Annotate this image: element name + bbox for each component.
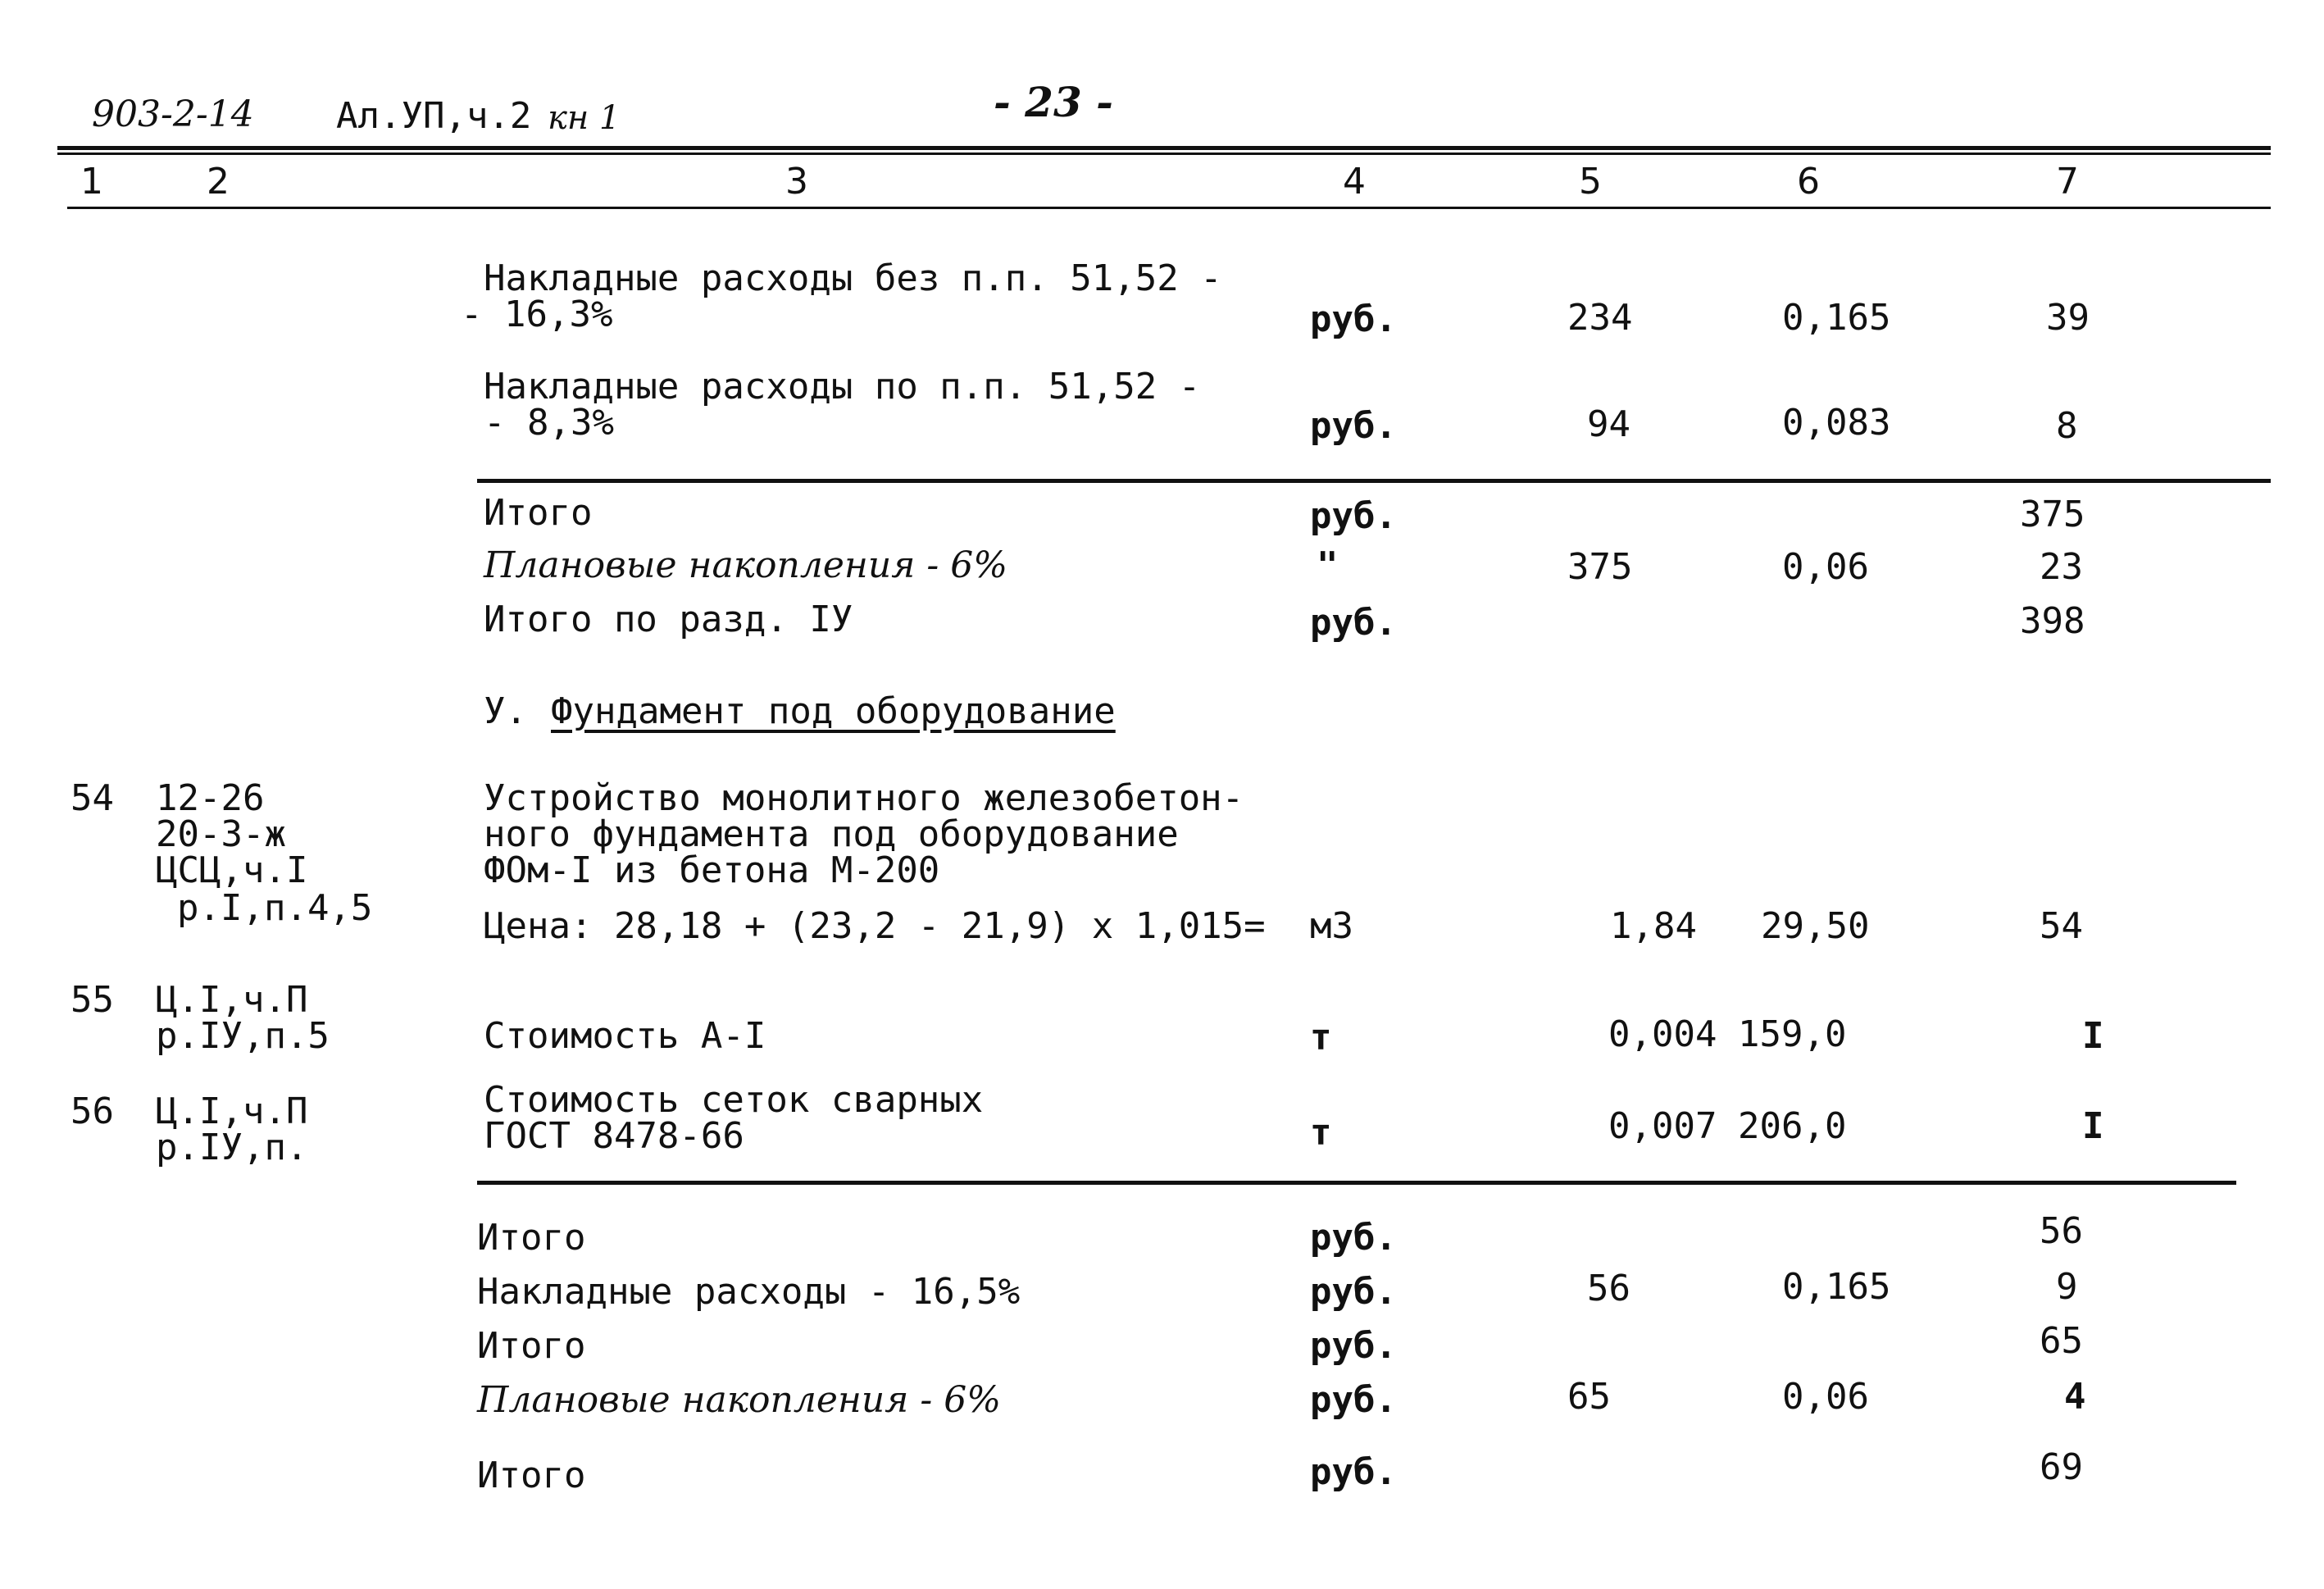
total-cell: 398 <box>2020 600 2085 642</box>
unit-cell: руб. <box>1310 1271 1397 1313</box>
column-number: 2 <box>207 161 230 203</box>
total-cell: 56 <box>2040 1210 2083 1252</box>
qty-cell: 1,84 <box>1610 905 1697 947</box>
item-description: ФОм-I из бетона М-200 <box>484 849 940 891</box>
unit-cell: руб. <box>1310 405 1397 447</box>
header-rule-bottom <box>67 207 2271 209</box>
column-number: 6 <box>1797 161 1820 203</box>
item-number: 55 <box>70 979 114 1021</box>
item-description: Устройство монолитного железобетон- <box>484 777 1244 819</box>
unit-cell: м3 <box>1310 905 1353 947</box>
item-description: Стоимость А-I <box>484 1015 766 1057</box>
item-reference: р.I,п.4,5 <box>177 887 373 929</box>
item-description: ного фундамента под оборудование <box>484 813 1179 855</box>
total-label: Итого <box>477 1325 586 1367</box>
qty-cell: 65 <box>1567 1376 1611 1418</box>
unit-cell: руб. <box>1310 1451 1397 1493</box>
column-number: 7 <box>2056 161 2079 203</box>
item-reference: 12-26 <box>156 777 265 819</box>
rate-cell: 0,165 <box>1782 1266 1891 1308</box>
rate-cell: 0,083 <box>1782 402 1891 444</box>
column-number: 1 <box>80 161 103 203</box>
total-cell: I <box>2082 1105 2104 1147</box>
total-cell: 4 <box>2064 1376 2086 1418</box>
item-reference: р.IУ,п.5 <box>156 1015 330 1057</box>
rate-cell: 0,06 <box>1782 546 1869 588</box>
qty-cell: 0,007 <box>1608 1105 1717 1147</box>
header-rule-top <box>57 146 2271 150</box>
qty-cell: 375 <box>1567 546 1633 588</box>
item-description: ГОСТ 8478-66 <box>484 1115 744 1157</box>
overhead-label: Накладные расходы без п.п. 51,52 - <box>484 257 1222 299</box>
accumulation-label: Плановые накопления - 6% <box>477 1379 1002 1421</box>
total-label: Итого <box>477 1217 586 1259</box>
page-number: - 23 - <box>994 78 1113 126</box>
item-number: 54 <box>70 777 114 819</box>
qty-cell: 234 <box>1567 297 1633 339</box>
column-number: 4 <box>1343 161 1366 203</box>
accumulation-label: Плановые накопления - 6% <box>484 544 1008 586</box>
unit-cell: руб. <box>1310 495 1397 537</box>
doc-code: 903-2-14 <box>92 93 254 135</box>
column-number: 3 <box>785 161 808 203</box>
section-total-label: Итого по разд. IУ <box>484 599 853 640</box>
unit-cell: руб. <box>1310 1325 1397 1367</box>
item-reference: 20-3-ж <box>156 813 286 855</box>
album-ref: Ал.УП,ч.2 <box>336 95 532 137</box>
header-rule-top-2 <box>57 153 2271 155</box>
column-number: 5 <box>1579 161 1602 203</box>
subtotal-rule <box>477 479 2271 483</box>
unit-cell: руб. <box>1310 602 1397 644</box>
subtotal-rule <box>477 1181 2236 1185</box>
rate-cell: 0,06 <box>1782 1376 1869 1418</box>
total-label: Итого <box>484 492 593 534</box>
total-label: Итого <box>477 1455 586 1496</box>
unit-cell: руб. <box>1310 1379 1397 1421</box>
overhead-label-cont: - 16,3% <box>461 294 613 335</box>
total-cell: 23 <box>2040 546 2083 588</box>
item-description: Стоимость сеток сварных <box>484 1079 984 1121</box>
item-price-formula: Цена: 28,18 + (23,2 - 21,9) x 1,015= <box>484 905 1266 947</box>
book-ref: кн 1 <box>548 99 621 137</box>
unit-cell: руб. <box>1310 298 1397 340</box>
rate-cell: 0,165 <box>1782 297 1891 339</box>
section-title: Фундамент под оборудование <box>551 690 1116 732</box>
total-cell: 375 <box>2020 494 2085 535</box>
overhead-label: Накладные расходы - 16,5% <box>477 1271 1021 1313</box>
total-cell: 39 <box>2046 297 2090 339</box>
rate-cell: 29,50 <box>1761 905 1870 947</box>
item-reference: ЦСЦ,ч.I <box>156 849 308 891</box>
total-cell: 9 <box>2056 1266 2078 1308</box>
overhead-label: Накладные расходы по п.п. 51,52 - <box>484 366 1201 407</box>
item-reference: р.IУ,п. <box>156 1127 308 1168</box>
total-cell: 65 <box>2040 1320 2083 1362</box>
item-reference: Ц.I,ч.П <box>156 979 308 1021</box>
section-number: У. <box>484 690 527 732</box>
item-reference: Ц.I,ч.П <box>156 1090 308 1132</box>
item-number: 56 <box>70 1090 114 1132</box>
total-cell: 69 <box>2040 1446 2083 1488</box>
total-cell: 54 <box>2040 905 2083 947</box>
unit-cell: руб. <box>1310 1217 1397 1259</box>
qty-cell: 56 <box>1587 1268 1630 1309</box>
rate-cell: 206,0 <box>1738 1105 1847 1147</box>
total-cell: 8 <box>2056 405 2078 447</box>
unit-cell: " <box>1317 544 1339 586</box>
unit-cell: т <box>1310 1017 1332 1059</box>
total-cell: I <box>2082 1015 2104 1057</box>
qty-cell: 0,004 <box>1608 1013 1717 1055</box>
qty-cell: 94 <box>1587 403 1630 445</box>
overhead-label-cont: - 8,3% <box>484 402 614 444</box>
unit-cell: т <box>1310 1112 1332 1154</box>
rate-cell: 159,0 <box>1738 1013 1847 1055</box>
